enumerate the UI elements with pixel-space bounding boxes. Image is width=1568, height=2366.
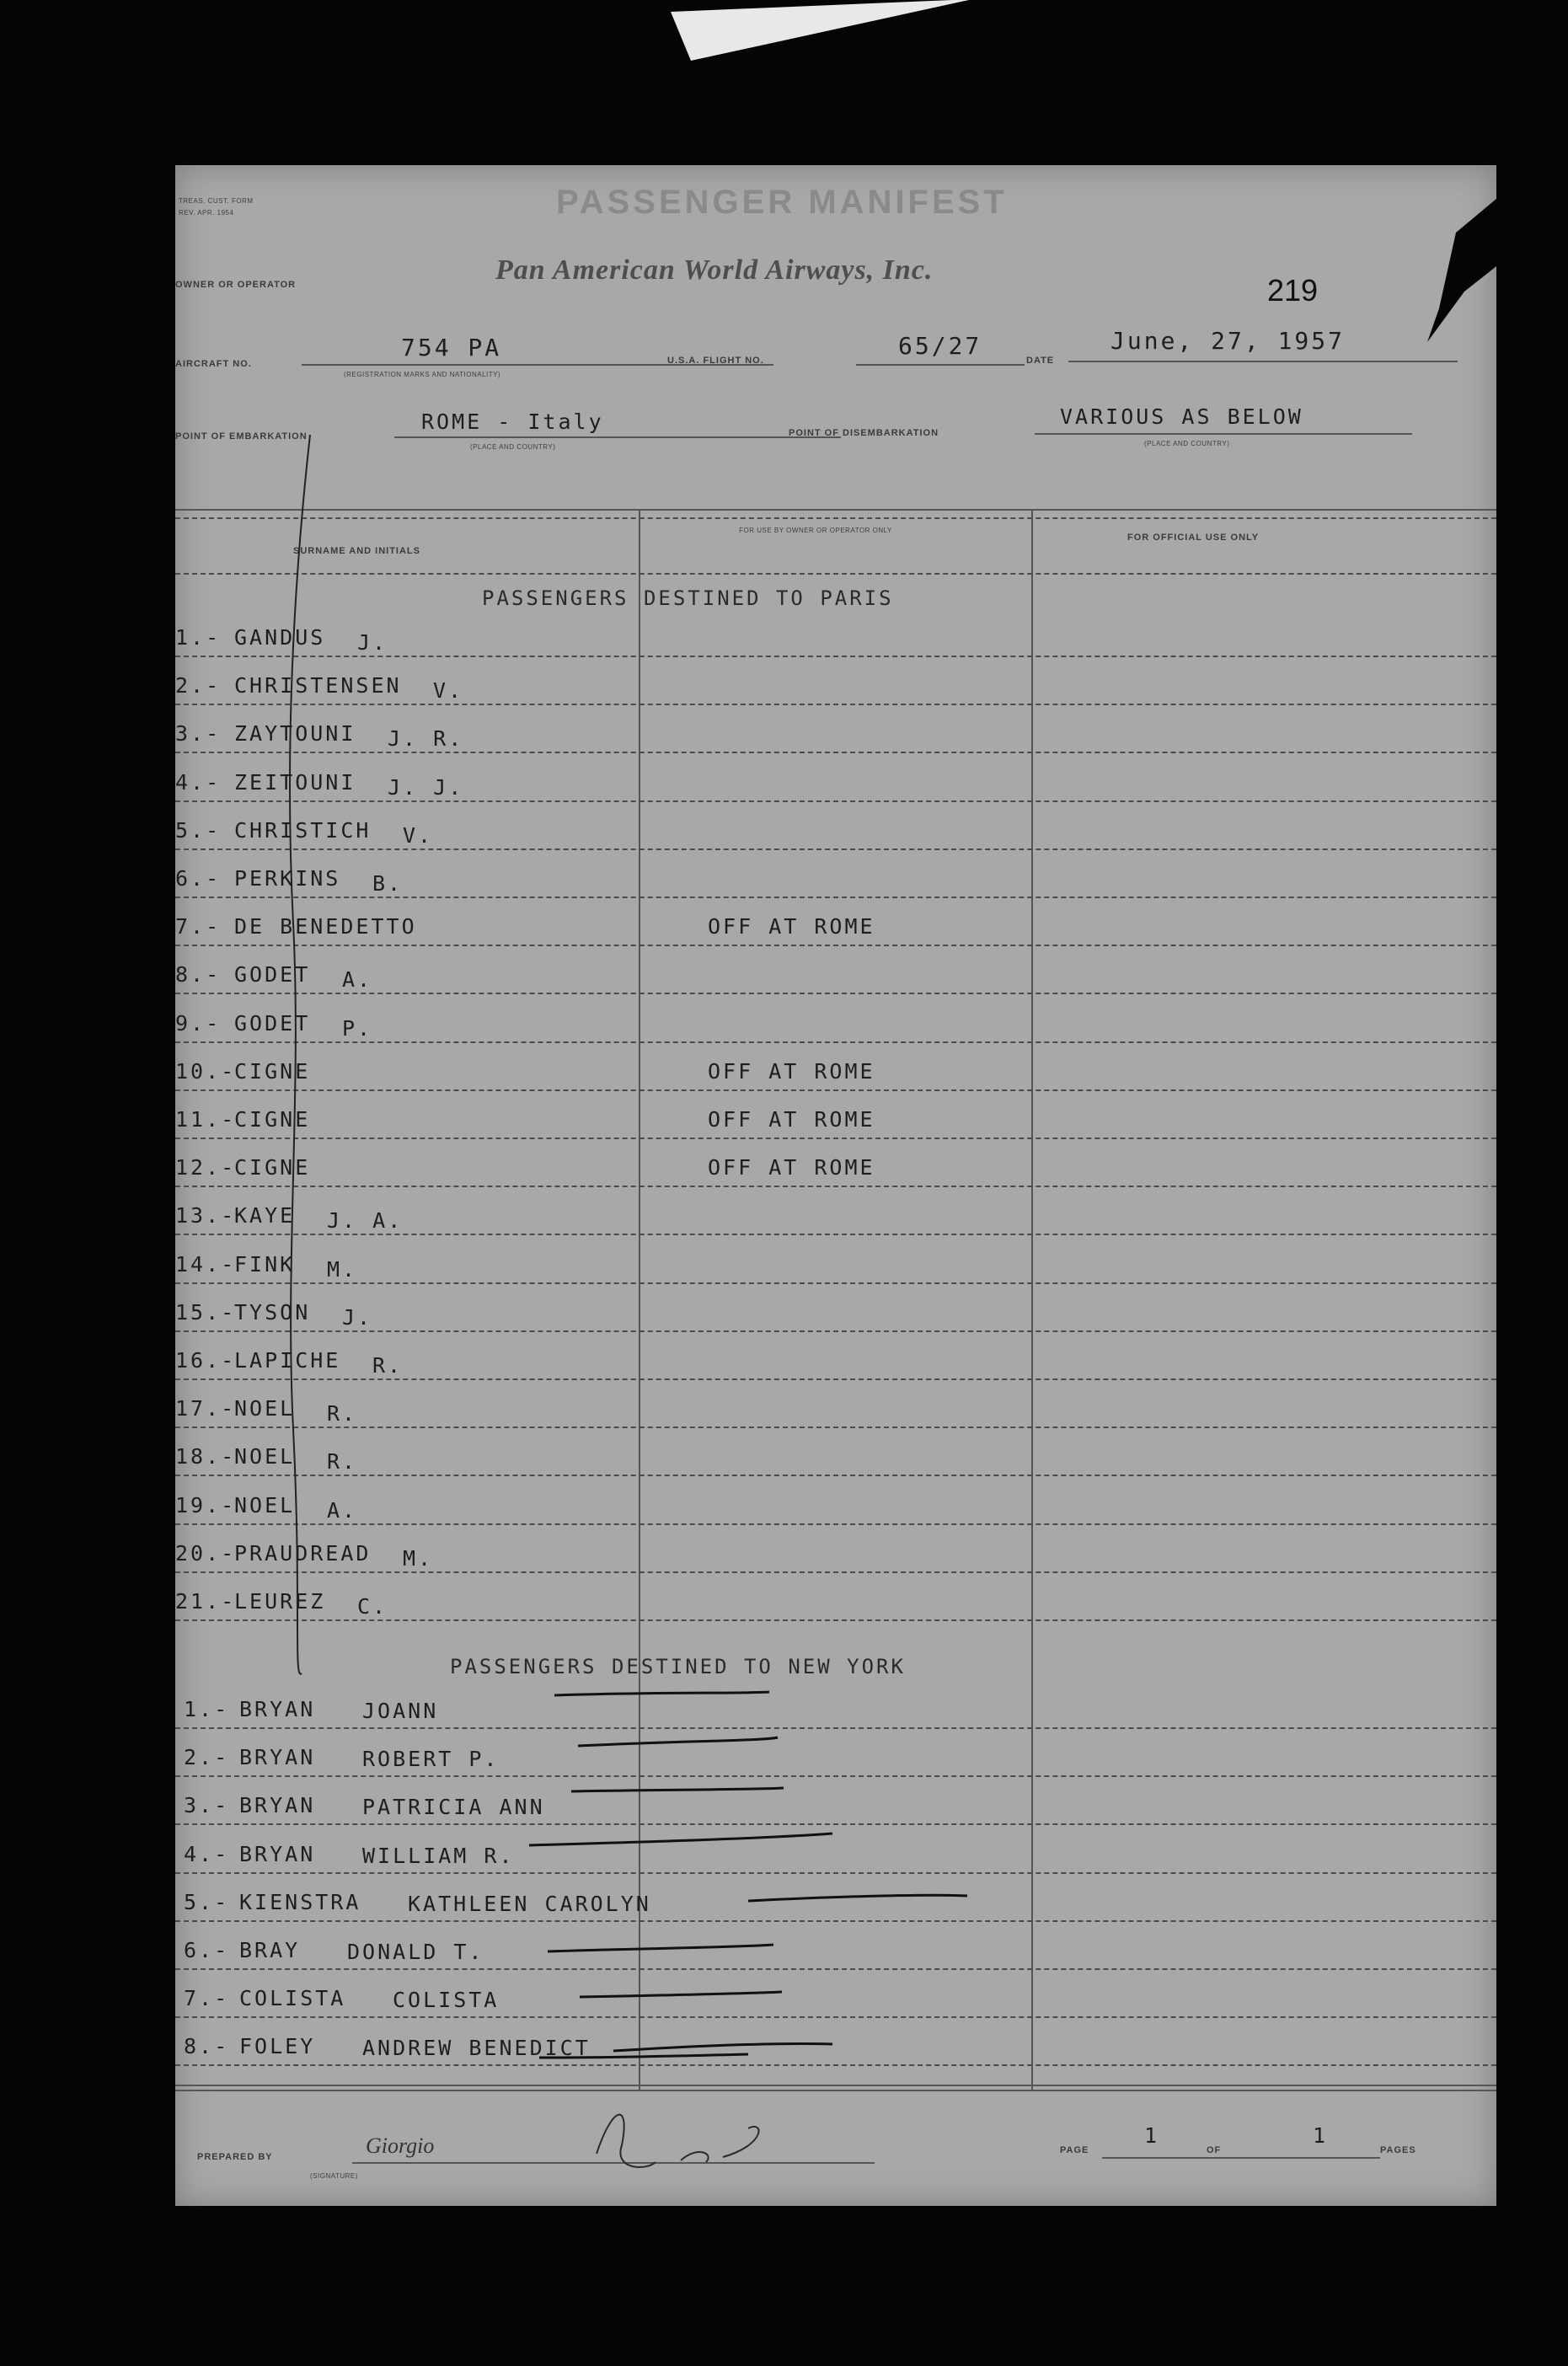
passenger-surname: NOEL <box>234 1493 296 1518</box>
passenger-initials: J. <box>342 1305 373 1330</box>
of-value: 1 <box>1313 2123 1329 2148</box>
passenger-initials: R. <box>327 1449 358 1474</box>
passenger-number: 8.- <box>175 962 222 987</box>
passenger-given-names: ANDREW BENEDICT <box>362 2036 591 2060</box>
passenger-given-names: WILLIAM R. <box>362 1844 515 1868</box>
owner-note: OFF AT ROME <box>708 1059 875 1084</box>
passenger-number: 9.- <box>175 1011 222 1036</box>
passenger-given-names: PATRICIA ANN <box>362 1795 545 1819</box>
passenger-initials: J. R. <box>388 726 464 751</box>
disembark-value: VARIOUS AS BELOW <box>1060 404 1303 429</box>
passenger-surname: DE BENEDETTO <box>234 914 417 939</box>
passenger-initials: J. J. <box>388 775 464 800</box>
passenger-surname: ZAYTOUNI <box>234 721 356 746</box>
page-value: 1 <box>1144 2123 1160 2148</box>
col-surname-header: SURNAME AND INITIALS <box>293 546 420 556</box>
passenger-surname: ZEITOUNI <box>234 770 356 795</box>
passenger-number: 4.- <box>175 770 222 795</box>
passenger-surname: PRAUDREAD <box>234 1541 372 1566</box>
passenger-initials: B. <box>372 871 404 896</box>
passenger-surname: CIGNE <box>234 1107 311 1132</box>
page-number: 219 <box>1267 273 1319 308</box>
paris-heading: PASSENGERS DESTINED TO PARIS <box>482 586 894 610</box>
torn-paper-scrap <box>0 0 1568 67</box>
of-label: OF <box>1207 2145 1222 2155</box>
passenger-surname: LEUREZ <box>234 1589 326 1614</box>
passenger-given-names: JOANN <box>362 1699 439 1723</box>
passenger-initials: J. <box>357 630 388 655</box>
passenger-number: 4.- <box>184 1842 230 1866</box>
disembark-sub: (PLACE AND COUNTRY) <box>1144 440 1230 447</box>
passenger-surname: TYSON <box>234 1300 311 1325</box>
passenger-number: 11.- <box>175 1107 237 1132</box>
col-official-header: FOR OFFICIAL USE ONLY <box>1127 533 1260 543</box>
col-owner-header: FOR USE BY OWNER OR OPERATOR ONLY <box>739 527 892 534</box>
owner-label: OWNER OR OPERATOR <box>175 280 297 290</box>
passenger-surname: NOEL <box>234 1444 296 1469</box>
aircraft-sub: (REGISTRATION MARKS AND NATIONALITY) <box>344 371 501 378</box>
passenger-surname: PERKINS <box>234 866 341 891</box>
passenger-surname: CIGNE <box>234 1155 311 1180</box>
passenger-number: 3.- <box>184 1793 230 1817</box>
embark-label: POINT OF EMBARKATION <box>175 431 308 442</box>
passenger-initials: V. <box>433 678 464 703</box>
passenger-number: 5.- <box>184 1890 230 1914</box>
passenger-number: 14.- <box>175 1252 237 1277</box>
passenger-surname: CIGNE <box>234 1059 311 1084</box>
passenger-surname: FINK <box>234 1252 296 1277</box>
pages-label: PAGES <box>1380 2145 1416 2155</box>
passenger-given-names: DONALD T. <box>347 1940 484 1964</box>
passenger-initials: M. <box>403 1546 434 1571</box>
passenger-surname: COLISTA <box>239 1986 346 2010</box>
form-title: PASSENGER MANIFEST <box>556 184 1008 221</box>
company-name: Pan American World Airways, Inc. <box>495 254 934 286</box>
passenger-number: 5.- <box>175 818 222 843</box>
pen-marks <box>175 165 1496 2206</box>
passenger-initials: J. A. <box>327 1208 404 1233</box>
passenger-surname: FOLEY <box>239 2034 316 2058</box>
passenger-surname: GODET <box>234 1011 311 1036</box>
passenger-initials: A. <box>327 1498 358 1523</box>
form-code-1: TREAS. CUST. FORM <box>179 197 254 205</box>
passenger-initials: R. <box>372 1353 404 1378</box>
flight-value: 65/27 <box>898 332 982 360</box>
date-value: June, 27, 1957 <box>1110 327 1346 355</box>
passenger-initials: V. <box>403 823 434 848</box>
passenger-initials: A. <box>342 967 373 992</box>
newyork-heading: PASSENGERS DESTINED TO NEW YORK <box>450 1655 906 1678</box>
passenger-number: 1.- <box>184 1697 230 1721</box>
passenger-number: 2.- <box>175 673 222 698</box>
passenger-surname: CHRISTENSEN <box>234 673 402 698</box>
passenger-number: 6.- <box>175 866 222 891</box>
passenger-initials: P. <box>342 1016 373 1041</box>
embark-sub: (PLACE AND COUNTRY) <box>470 443 556 451</box>
passenger-surname: CHRISTICH <box>234 818 372 843</box>
passenger-given-names: ROBERT P. <box>362 1747 500 1771</box>
passenger-number: 8.- <box>184 2034 230 2058</box>
passenger-number: 20.- <box>175 1541 237 1566</box>
flight-label: U.S.A. FLIGHT NO. <box>667 356 764 366</box>
passenger-number: 17.- <box>175 1396 237 1421</box>
passenger-number: 15.- <box>175 1300 237 1325</box>
passenger-number: 2.- <box>184 1745 230 1769</box>
passenger-surname: GANDUS <box>234 625 326 650</box>
passenger-number: 10.- <box>175 1059 237 1084</box>
passenger-surname: BRYAN <box>239 1745 316 1769</box>
passenger-number: 7.- <box>184 1986 230 2010</box>
passenger-number: 18.- <box>175 1444 237 1469</box>
date-label: DATE <box>1026 356 1055 366</box>
manifest-sheet <box>175 165 1496 2206</box>
passenger-surname: BRYAN <box>239 1697 316 1721</box>
aircraft-value: 754 PA <box>401 334 502 361</box>
aircraft-label: AIRCRAFT NO. <box>175 359 252 369</box>
signature-sub-label: (SIGNATURE) <box>310 2172 358 2180</box>
prepared-by-label: PREPARED BY <box>197 2152 273 2162</box>
passenger-initials: C. <box>357 1594 388 1619</box>
owner-note: OFF AT ROME <box>708 1107 875 1132</box>
passenger-given-names: COLISTA <box>393 1988 500 2012</box>
page-label: PAGE <box>1060 2145 1089 2155</box>
passenger-number: 12.- <box>175 1155 237 1180</box>
embark-value: ROME - Italy <box>421 410 604 434</box>
passenger-given-names: KATHLEEN CAROLYN <box>408 1892 651 1916</box>
passenger-surname: LAPICHE <box>234 1348 341 1373</box>
passenger-number: 19.- <box>175 1493 237 1518</box>
passenger-surname: KAYE <box>234 1203 296 1228</box>
passenger-number: 16.- <box>175 1348 237 1373</box>
passenger-surname: KIENSTRA <box>239 1890 361 1914</box>
passenger-initials: R. <box>327 1401 358 1426</box>
passenger-surname: BRAY <box>239 1938 301 1962</box>
disembark-label: POINT OF DISEMBARKATION <box>789 428 939 438</box>
prepared-by-value: Giorgio <box>366 2133 435 2158</box>
owner-note: OFF AT ROME <box>708 914 875 939</box>
passenger-number: 21.- <box>175 1589 237 1614</box>
passenger-number: 7.- <box>175 914 222 939</box>
passenger-number: 13.- <box>175 1203 237 1228</box>
passenger-surname: BRYAN <box>239 1842 316 1866</box>
passenger-number: 6.- <box>184 1938 230 1962</box>
owner-note: OFF AT ROME <box>708 1155 875 1180</box>
passenger-surname: BRYAN <box>239 1793 316 1817</box>
form-code-2: REV. APR. 1954 <box>179 209 234 217</box>
passenger-surname: NOEL <box>234 1396 296 1421</box>
passenger-initials: M. <box>327 1257 358 1282</box>
passenger-number: 3.- <box>175 721 222 746</box>
passenger-surname: GODET <box>234 962 311 987</box>
passenger-number: 1.- <box>175 625 222 650</box>
